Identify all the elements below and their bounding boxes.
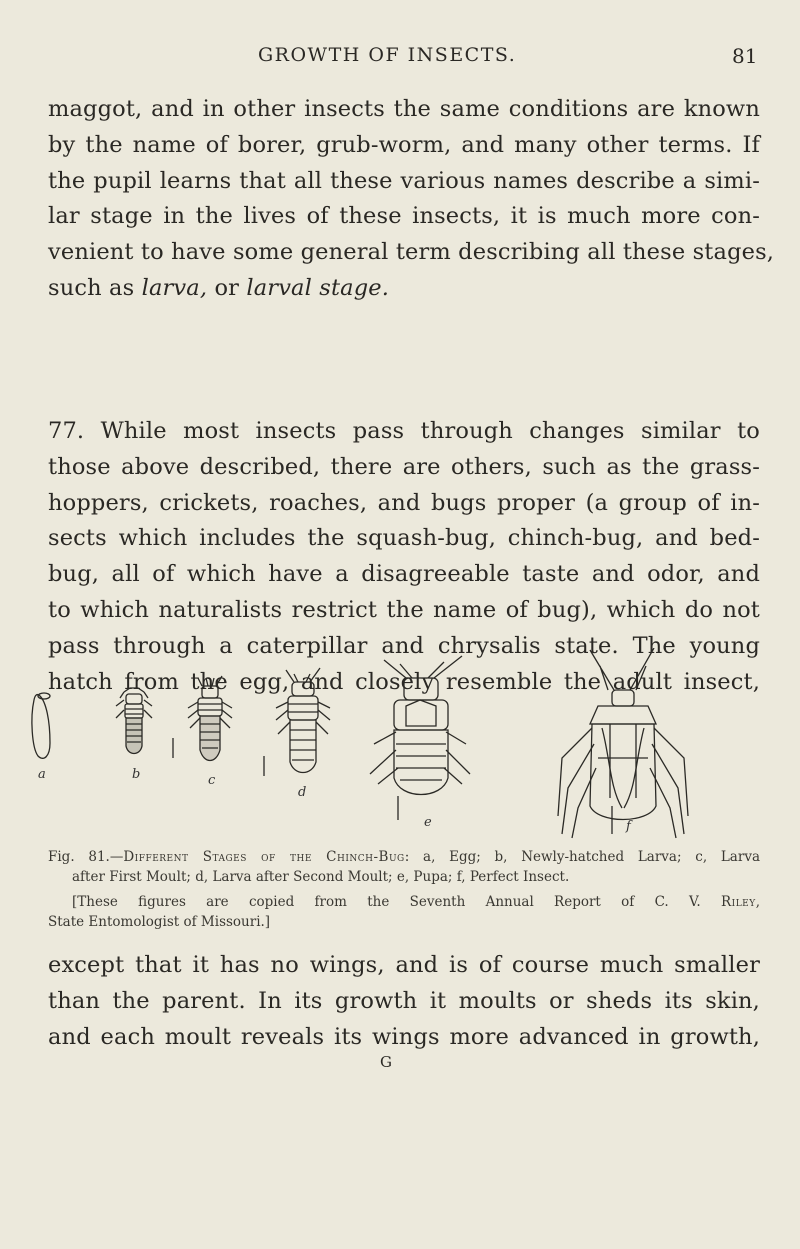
figure-label-a: a — [38, 767, 46, 782]
page-header — [0, 44, 800, 74]
larva-second-moult-illustration — [276, 668, 330, 773]
figure-number: Fig. 81.— — [48, 849, 124, 865]
text-line: sects which includes the squash-bug, chinch-bug, and bed- — [48, 525, 760, 552]
figure-label-d: d — [298, 785, 307, 800]
caption-title: Different Stages of the Chinch-Bug — [123, 849, 405, 865]
text-line: 77. While most insects pass through changes similar to — [48, 418, 760, 444]
source-text: [These figures are copied from the Seventh Annual Report of C. V. — [72, 894, 721, 910]
chinch-bug-figure — [28, 648, 788, 840]
figure-label-c: c — [208, 773, 216, 788]
source-line — [48, 892, 760, 912]
pupa-illustration — [370, 656, 470, 795]
text-line: pass through a caterpillar and chrysalis state. The young — [48, 632, 760, 659]
perfect-insect-illustration — [558, 648, 688, 838]
text-line — [48, 271, 760, 307]
caption-line — [48, 847, 760, 867]
text-line: bug, all of which have a disagreeable taste and odor, and — [48, 561, 760, 588]
text-line: lar stage in the lives of these insects, it is much more con- — [48, 203, 760, 230]
text-line: those above described, there are others, such as the grass- — [48, 453, 760, 480]
signature-mark: G — [380, 1053, 392, 1071]
page-number: 81 — [732, 44, 758, 68]
text-run: or — [207, 274, 247, 301]
figure-label-e: e — [424, 815, 432, 830]
source-note — [48, 892, 760, 932]
larva-newly-hatched-illustration — [116, 688, 152, 754]
text-line: by the name of borer, grub-worm, and many other terms. If — [48, 131, 760, 158]
figure-label-f: f — [626, 819, 631, 834]
caption-line: after First Moult; d, Larva after Second Moult; e, Pupa; f, Perfect Insect. — [72, 869, 570, 885]
source-text: , — [755, 894, 760, 910]
paragraph-1 — [48, 92, 775, 307]
author-name: Riley — [720, 894, 756, 910]
term-larva: larva, — [141, 274, 208, 301]
text-run: such as — [48, 274, 142, 301]
text-line: except that it has no wings, and is of course much smaller — [48, 952, 760, 978]
figure-label-b: b — [132, 767, 141, 782]
text-line: to which naturalists restrict the name of bug), which do not — [48, 596, 760, 623]
running-head: GROWTH OF INSECTS. — [258, 44, 517, 66]
larva-first-moult-illustration — [188, 676, 232, 761]
text-line: than the parent. In its growth it moults or sheds its skin, — [48, 987, 760, 1014]
text-line: hoppers, crickets, roaches, and bugs proper (a group of in- — [48, 489, 760, 516]
egg-illustration — [32, 693, 50, 758]
source-line: State Entomologist of Missouri.] — [48, 914, 271, 930]
text-line: maggot, and in other insects the same conditions are known — [48, 96, 760, 122]
figure-caption — [48, 847, 760, 887]
text-line: and each moult reveals its wings more advanced in growth, — [48, 1023, 760, 1050]
text-line: hatch from the egg, and closely resemble the adult insect, — [48, 668, 760, 695]
paragraph-3 — [48, 948, 760, 1055]
caption-text: : a, Egg; b, Newly-hatched Larva; c, Larva — [404, 849, 760, 865]
text-line: the pupil learns that all these various names describe a simi- — [48, 167, 760, 194]
text-line: venient to have some general term describing all these stages, — [48, 239, 775, 266]
term-larval-stage: larval stage. — [246, 274, 390, 301]
